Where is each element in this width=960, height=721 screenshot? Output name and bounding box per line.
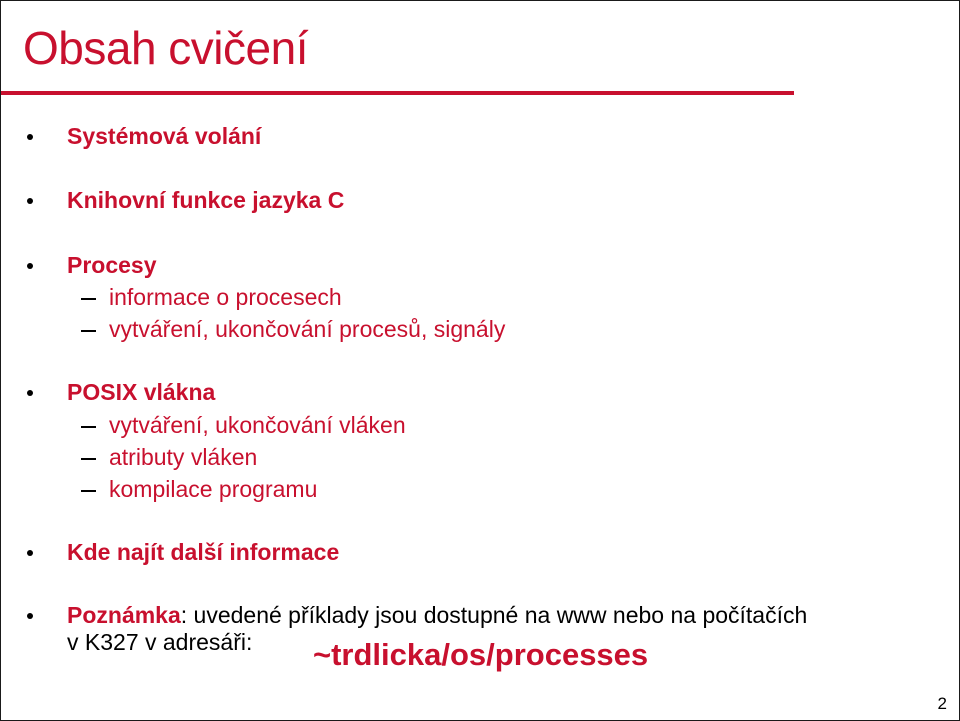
sub-item-vytvareni-procesu: vytváření, ukončování procesů, signály [109,316,506,342]
slide-title: Obsah cvičení [23,22,308,74]
note-text: : uvedené příklady jsou dostupné na www nebo na počítačích [180,602,808,628]
bullet-knihovni-funkce: Knihovní funkce jazyka C [67,187,345,213]
sub-bullet-dash [81,298,96,300]
bullet-dot [27,550,33,556]
sub-item-kompilace-programu: kompilace programu [109,476,318,502]
bullet-procesy: Procesy [67,252,157,278]
sub-bullet-dash [81,490,96,492]
bullet-posix-vlakna: POSIX vlákna [67,379,216,405]
note-line-2: v K327 v adresáři: [67,629,253,655]
bullet-dot [27,263,33,269]
bullet-dot [27,134,33,140]
sub-bullet-dash [81,458,96,460]
sub-item-vytvareni-vlaken: vytváření, ukončování vláken [109,412,406,438]
sub-item-atributy-vlaken: atributy vláken [109,444,258,470]
bullet-dot [27,198,33,204]
note-line-1 [67,602,807,629]
sub-bullet-dash [81,330,96,332]
note-label: Poznámka [67,602,181,628]
directory-path: ~trdlicka/os/processes [313,637,649,672]
page-number: 2 [937,694,947,713]
sub-item-informace-o-procesech: informace o procesech [109,284,342,310]
sub-bullet-dash [81,426,96,428]
title-underline [1,91,794,95]
bullet-dot [27,613,33,619]
bullet-kde-najit: Kde najít další informace [67,539,340,565]
bullet-dot [27,390,33,396]
bullet-systemova-volani: Systémová volání [67,123,262,149]
